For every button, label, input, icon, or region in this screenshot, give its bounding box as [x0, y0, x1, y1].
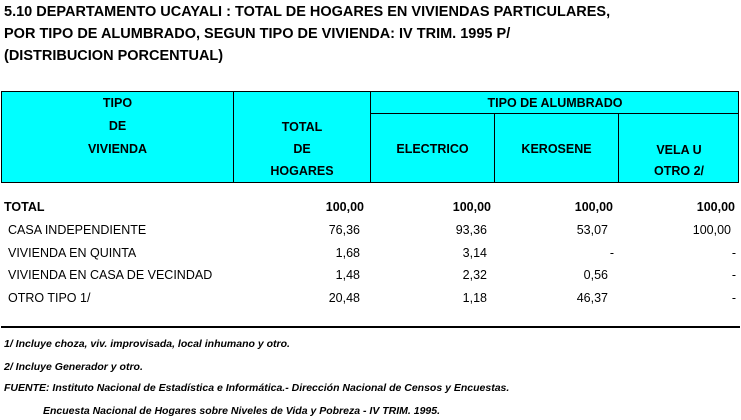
cell-total: 20,48: [328, 291, 360, 305]
row-label: OTRO TIPO 1/: [8, 291, 91, 305]
cell-electrico: 1,18: [462, 291, 487, 305]
source-note: FUENTE: Instituto Nacional de Estadística e Informática.- Dirección Nacional de Censos y Encuestas.: [4, 382, 510, 394]
table-row: [0, 223, 741, 241]
table-row: [0, 291, 741, 309]
header-hogares: HOGARES: [270, 164, 334, 178]
cell-vela: 100,00: [696, 200, 735, 214]
table-bottom-rule: [1, 326, 740, 328]
cell-kerosene: 0,56: [583, 268, 608, 282]
header-tipo-alumbrado: TIPO DE ALUMBRADO: [487, 96, 623, 110]
cell-electrico: 3,14: [462, 246, 487, 260]
header-electrico: ELECTRICO: [396, 142, 469, 156]
header-total-de: DE: [293, 142, 311, 156]
cell-kerosene: 100,00: [574, 200, 613, 214]
cell-vela: -: [731, 291, 736, 305]
row-label: VIVIENDA EN CASA DE VECINDAD: [8, 268, 213, 282]
cell-electrico: 100,00: [452, 200, 491, 214]
footnote-2: 2/ Incluye Generador y otro.: [4, 361, 143, 373]
cell-vela: -: [731, 246, 736, 260]
cell-kerosene: 53,07: [576, 223, 608, 237]
source-note-2: Encuesta Nacional de Hogares sobre Niveles de Vida y Pobreza - IV TRIM. 1995.: [43, 405, 441, 417]
table-row: [0, 246, 741, 264]
cell-total: 1,68: [335, 246, 360, 260]
table-row: [0, 268, 741, 286]
header-vela: VELA U: [656, 143, 702, 157]
title-line-2: POR TIPO DE ALUMBRADO, SEGUN TIPO DE VIVIENDA: IV TRIM. 1995 P/: [4, 26, 511, 42]
cell-electrico: 93,36: [455, 223, 487, 237]
header-tipo: TIPO: [102, 96, 133, 110]
cell-vela: -: [731, 268, 736, 282]
header-kerosene: KEROSENE: [521, 142, 592, 156]
cell-electrico: 2,32: [462, 268, 487, 282]
header-otro: OTRO 2/: [653, 164, 704, 178]
header-divider: [370, 113, 739, 114]
header-vivienda: VIVIENDA: [87, 142, 148, 156]
cell-total: 76,36: [328, 223, 360, 237]
cell-kerosene: 46,37: [576, 291, 608, 305]
row-label: CASA INDEPENDIENTE: [8, 223, 147, 237]
header-total: TOTAL: [281, 120, 323, 134]
cell-kerosene: -: [609, 246, 614, 260]
cell-vela: 100,00: [692, 223, 731, 237]
cell-total: 1,48: [335, 268, 360, 282]
row-label: TOTAL: [4, 200, 45, 214]
table-header: [1, 91, 739, 183]
title-line-3: (DISTRIBUCION PORCENTUAL): [4, 48, 224, 64]
header-de: DE: [108, 119, 127, 133]
footnote-1: 1/ Incluye choza, viv. improvisada, local inhumano y otro.: [4, 338, 290, 350]
cell-total: 100,00: [325, 200, 364, 214]
row-label: VIVIENDA EN QUINTA: [8, 246, 137, 260]
table-row-total: [0, 200, 741, 218]
title-line-1: 5.10 DEPARTAMENTO UCAYALI : TOTAL DE HOGARES EN VIVIENDAS PARTICULARES,: [4, 4, 611, 20]
